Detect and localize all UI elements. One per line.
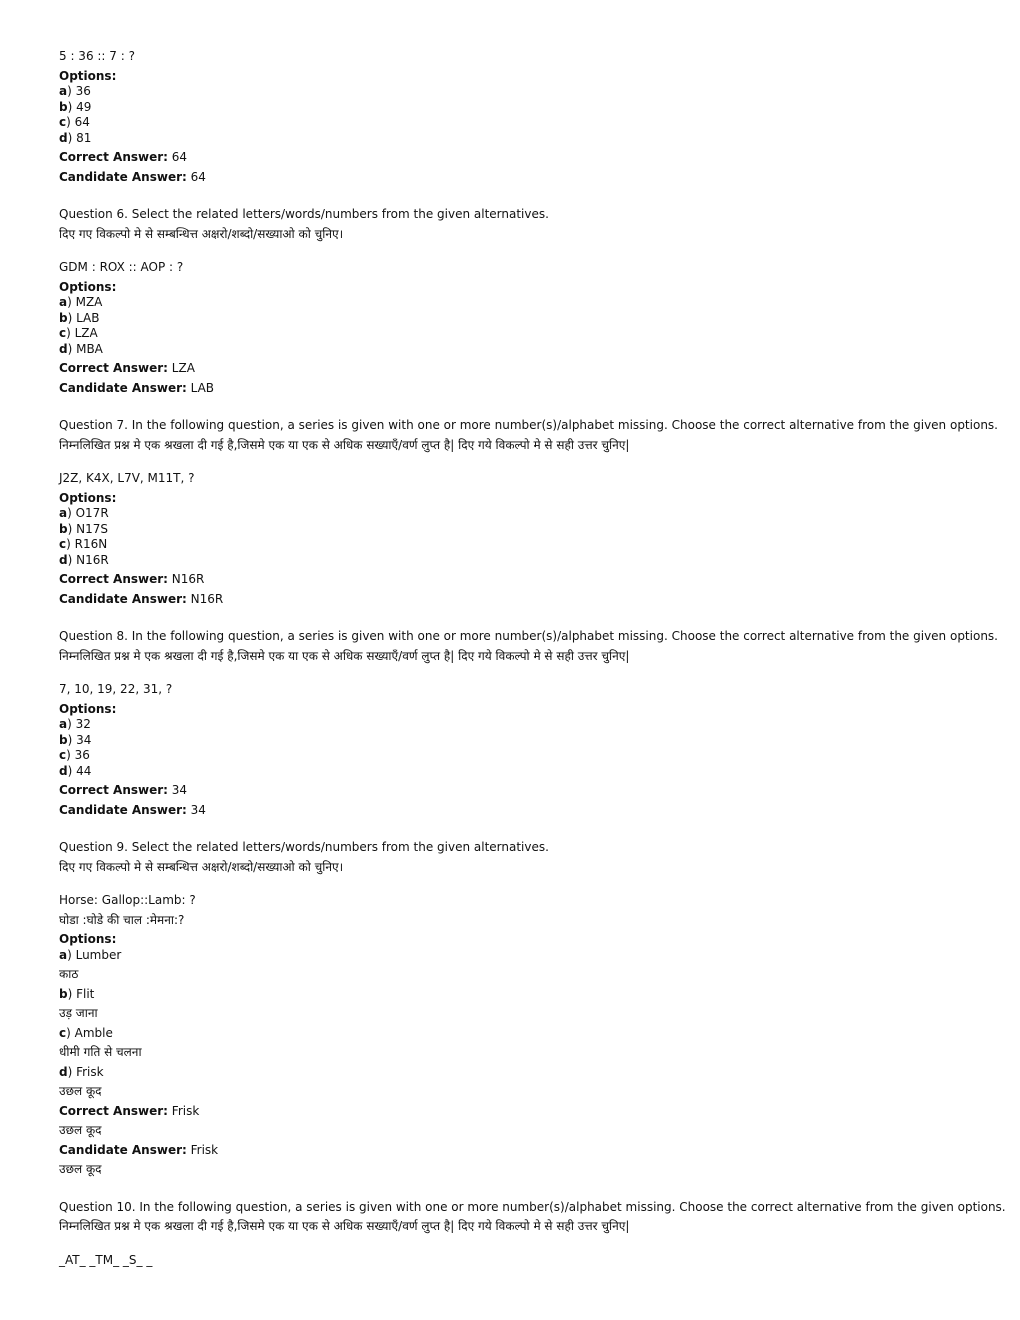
option-a (59, 84, 989, 100)
candidate-answer (59, 170, 989, 186)
correct-answer (59, 572, 989, 588)
correct-answer (59, 1104, 989, 1120)
option-text: ) 81 (67, 130, 92, 145)
option-text: ) 49 (67, 99, 92, 114)
option-d (59, 342, 989, 358)
option-key: c (59, 1025, 67, 1040)
option-text: ) Flit (67, 986, 95, 1001)
option-key: a (59, 947, 68, 962)
option-text: ) 36 (67, 84, 91, 98)
option-key: a (59, 84, 68, 98)
option-text: ) LAB (67, 310, 100, 325)
option-a (59, 506, 989, 522)
option-key: c (59, 115, 67, 129)
option-text: ) 64 (66, 115, 90, 129)
options-label: Options: (59, 279, 117, 294)
option-c (59, 748, 989, 764)
candidate-answer (59, 592, 989, 608)
option-key: b (59, 310, 68, 325)
option-key: d (59, 763, 68, 778)
question-title-hindi: निम्नलिखित प्रश्न मे एक श्रखला दी गई है,जिसमे एक या एक से अधिक सख्याएँ/वर्ण लुप्त है| दिए गये विकल्पो मे से सही उत्तर चुनिए| (59, 648, 630, 663)
option-text: ) N16R (67, 552, 109, 567)
candidate-answer-value: 34 (186, 802, 206, 817)
option-text: ) LZA (66, 326, 98, 340)
question-title-hindi: निम्नलिखित प्रश्न मे एक श्रखला दी गई है,जिसमे एक या एक से अधिक सख्याएँ/वर्ण लुप्त है| दिए गये विकल्पो मे से सही उत्तर चुनिए| (59, 437, 630, 452)
question-8-block (59, 629, 998, 818)
option-a (59, 717, 989, 733)
option-d-hindi: उछल कूद (59, 1084, 102, 1098)
candidate-answer-value: LAB (186, 380, 215, 395)
option-text: ) MBA (67, 341, 103, 356)
option-key: d (59, 1064, 68, 1079)
question-prompt: _AT_ _TM_ _S_ _ (59, 1252, 153, 1267)
option-d (59, 764, 989, 780)
option-key: a (59, 506, 68, 520)
correct-answer-value: N16R (167, 572, 205, 586)
correct-answer-label: Correct Answer: (59, 150, 168, 164)
document-page (59, 49, 1006, 1268)
candidate-answer (59, 1143, 989, 1159)
candidate-answer (59, 381, 989, 397)
option-text: ) R16N (66, 537, 108, 551)
question-title-hindi: दिए गए विकल्पो मे से सम्बन्धित्त अक्षरो/शब्दो/सख्याओ को चुनिए। (59, 859, 344, 874)
question-prompt: Horse: Gallop::Lamb: ? (59, 893, 196, 907)
correct-answer-label: Correct Answer: (59, 572, 168, 586)
option-key: c (59, 537, 67, 551)
option-b (59, 733, 989, 749)
question-9-block (59, 840, 989, 1178)
options-label: Options: (59, 932, 117, 946)
option-text: ) Frisk (67, 1064, 104, 1079)
option-key: b (59, 986, 68, 1001)
question-6-block (59, 207, 989, 396)
option-text: ) Lumber (67, 947, 122, 962)
option-key: d (59, 552, 68, 567)
option-text: ) 32 (67, 717, 91, 731)
option-key: b (59, 521, 68, 536)
correct-answer (59, 361, 989, 377)
option-key: c (59, 326, 67, 340)
candidate-answer-label: Candidate Answer: (59, 380, 187, 395)
correct-answer (59, 150, 989, 166)
option-c (59, 537, 989, 553)
question-title: Question 10. In the following question, a series is given with one or more number(s)/alphabet missing. Choose the correct alternative from the given options. (59, 1199, 1006, 1214)
correct-answer-hindi: उछल कूद (59, 1123, 102, 1137)
question-title-hindi: दिए गए विकल्पो मे से सम्बन्धित्त अक्षरो/शब्दो/सख्याओ को चुनिए। (59, 226, 344, 241)
option-c-hindi: धीमी गति से चलना (59, 1045, 142, 1059)
candidate-answer (59, 803, 989, 819)
candidate-answer-hindi: उछल कूद (59, 1162, 102, 1176)
option-a (59, 295, 989, 311)
option-key: c (59, 748, 67, 762)
candidate-answer-value: N16R (186, 591, 224, 606)
candidate-answer-label: Candidate Answer: (59, 1142, 187, 1157)
candidate-answer-label: Candidate Answer: (59, 169, 187, 184)
question-prompt-hindi: घोडा :घोडे की चाल :मेमना:? (59, 912, 185, 927)
correct-answer-value: Frisk (167, 1103, 200, 1118)
correct-answer-label: Correct Answer: (59, 783, 168, 797)
question-5-block (59, 49, 989, 185)
options-label: Options: (59, 68, 117, 83)
question-title: Question 9. Select the related letters/words/numbers from the given alternatives. (59, 840, 549, 854)
option-key: a (59, 717, 68, 731)
option-b (59, 311, 989, 327)
option-a (59, 948, 989, 964)
correct-answer (59, 783, 989, 799)
question-7-block (59, 418, 998, 607)
correct-answer-value: 34 (167, 783, 188, 797)
question-prompt: J2Z, K4X, L7V, M11T, ? (59, 471, 195, 485)
question-title-hindi: निम्नलिखित प्रश्न मे एक श्रखला दी गई है,जिसमे एक या एक से अधिक सख्याएँ/वर्ण लुप्त है| दिए गये विकल्पो मे से सही उत्तर चुनिए| (59, 1219, 630, 1233)
question-prompt: 7, 10, 19, 22, 31, ? (59, 682, 173, 696)
option-key: a (59, 295, 68, 309)
question-prompt: 5 : 36 :: 7 : ? (59, 49, 135, 63)
question-prompt: GDM : ROX :: AOP : ? (59, 260, 184, 274)
options-label: Options: (59, 490, 117, 505)
question-10-block (59, 1199, 1006, 1269)
option-key: b (59, 732, 68, 747)
option-b (59, 987, 989, 1003)
option-b (59, 522, 989, 538)
options-label: Options: (59, 701, 117, 716)
correct-answer-value: 64 (167, 150, 188, 164)
option-d (59, 1065, 989, 1081)
option-c (59, 1026, 989, 1042)
option-c (59, 115, 989, 131)
option-text: ) 34 (67, 732, 92, 747)
correct-answer-label: Correct Answer: (59, 361, 168, 375)
option-text: ) N17S (67, 521, 108, 536)
option-b (59, 100, 989, 116)
candidate-answer-label: Candidate Answer: (59, 802, 187, 817)
correct-answer-value: LZA (167, 361, 195, 375)
question-title: Question 6. Select the related letters/words/numbers from the given alternatives. (59, 207, 549, 221)
option-text: ) Amble (66, 1025, 113, 1040)
option-d (59, 131, 989, 147)
candidate-answer-value: Frisk (186, 1142, 219, 1157)
option-a-hindi: काठ (59, 967, 79, 981)
option-key: b (59, 99, 68, 114)
question-title: Question 8. In the following question, a series is given with one or more number(s)/alphabet missing. Choose the correct alternative from the given options. (59, 629, 998, 643)
option-text: ) O17R (67, 506, 109, 520)
option-key: d (59, 341, 68, 356)
option-d (59, 553, 989, 569)
candidate-answer-value: 64 (186, 169, 206, 184)
option-b-hindi: उड़ जाना (59, 1006, 98, 1020)
option-text: ) 44 (67, 763, 92, 778)
option-text: ) MZA (67, 295, 103, 309)
option-text: ) 36 (66, 748, 90, 762)
option-key: d (59, 130, 68, 145)
correct-answer-label: Correct Answer: (59, 1103, 168, 1118)
candidate-answer-label: Candidate Answer: (59, 591, 187, 606)
question-title: Question 7. In the following question, a series is given with one or more number(s)/alphabet missing. Choose the correct alternative from the given options. (59, 418, 998, 432)
option-c (59, 326, 989, 342)
